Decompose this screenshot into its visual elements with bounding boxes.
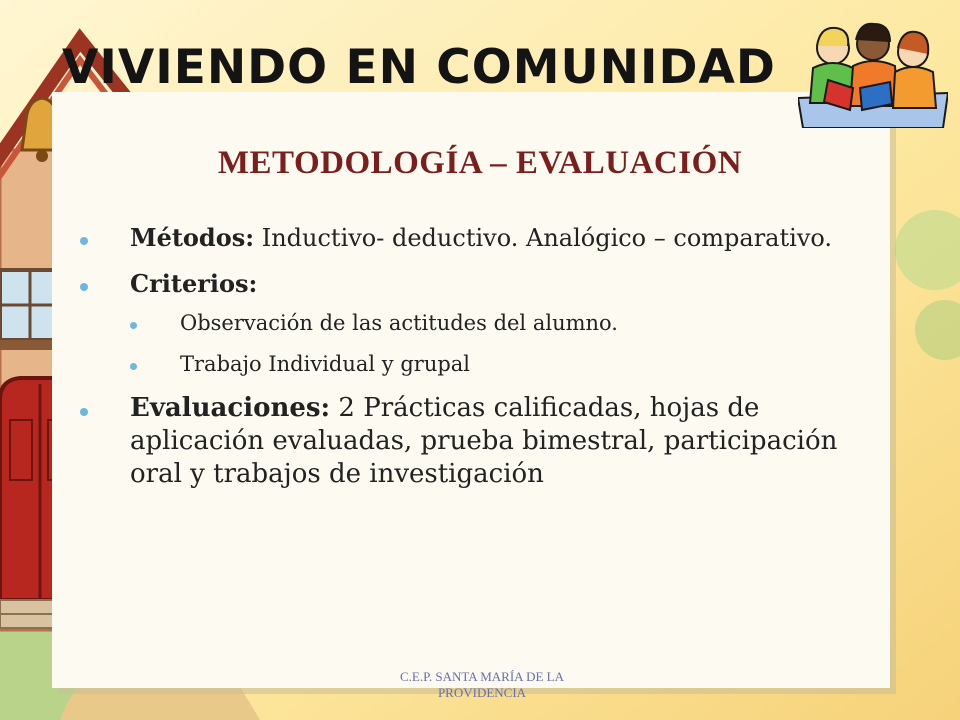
- slide-footer: [0, 669, 960, 702]
- bullet-dot-icon: [130, 322, 137, 329]
- slide-title: VIVIENDO EN COMUNIDAD: [62, 40, 776, 95]
- item-label: Criterios:: [130, 269, 258, 299]
- slide-subtitle: METODOLOGÍA – EVALUACIÓN: [217, 145, 743, 181]
- item-text: Trabajo Individual y grupal: [180, 351, 471, 376]
- item-text: 2 Prácticas calificadas, hojas de aplicación evaluadas, prueba bimestral, participación oral y trabajos de investigación: [130, 392, 838, 489]
- list-item-observacion: [78, 310, 858, 337]
- bullet-dot-icon: [80, 283, 88, 291]
- list-item-evaluaciones: [78, 392, 858, 491]
- item-label: Métodos:: [130, 223, 255, 252]
- footer-line-1: C.E.P. SANTA MARÍA DE LA: [399, 669, 564, 684]
- bullet-dot-icon: [80, 237, 88, 245]
- footer-line-2: PROVIDENCIA: [437, 685, 527, 701]
- item-text: Observación de las actitudes del alumno.: [180, 311, 618, 336]
- list-item-trabajo: [78, 351, 858, 378]
- list-item-criterios: [78, 268, 858, 300]
- bullet-list: [78, 222, 858, 491]
- bullet-dot-icon: [130, 363, 137, 370]
- bullet-dot-icon: [80, 408, 88, 416]
- item-label: Evaluaciones:: [130, 392, 331, 423]
- item-text: Inductivo- deductivo. Analógico – comparativo.: [254, 224, 833, 252]
- children-reading-clipart: [798, 18, 948, 128]
- list-item-metodos: [78, 222, 858, 254]
